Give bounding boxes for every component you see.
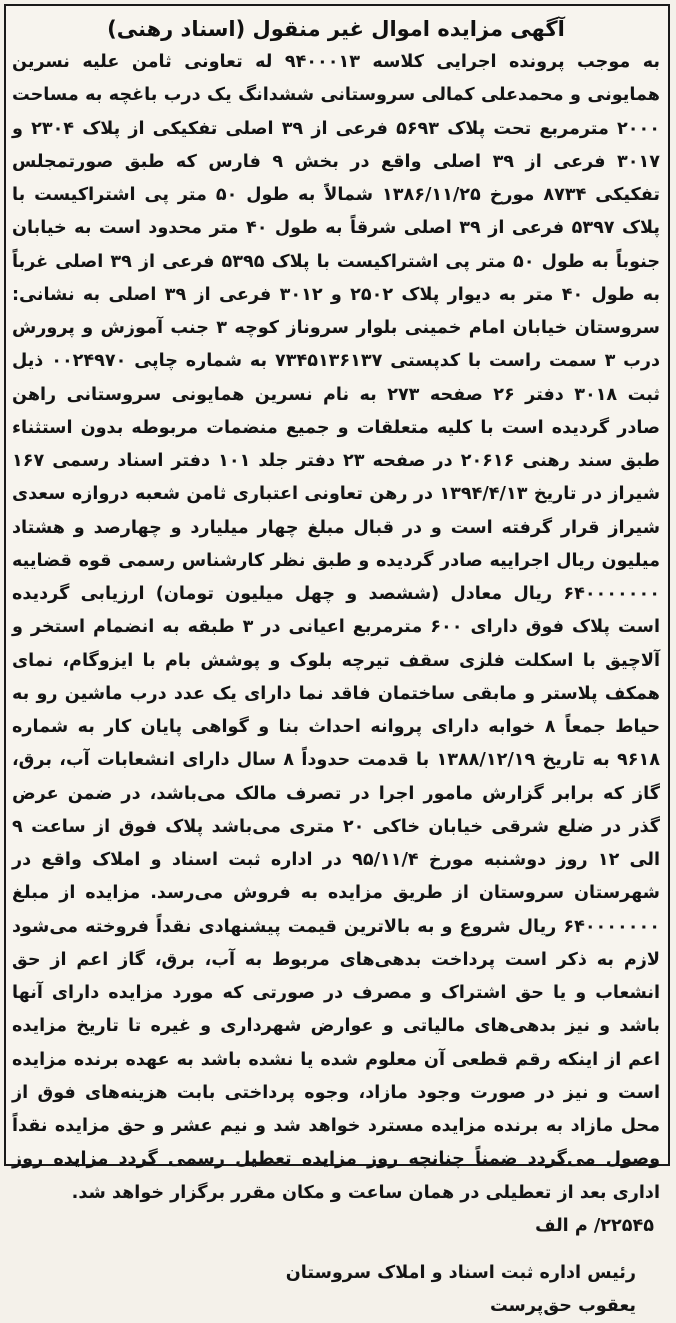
signature-name: یعقوب حق‌پرست [489,1295,636,1316]
signature-title: رئیس اداره ثبت اسناد و املاک سروستان [285,1262,636,1283]
notice-content [12,12,661,1316]
signature-block [12,1257,660,1323]
notice-body: به موجب پرونده اجرایی کلاسه ۹۴۰۰۰۱۳ له تعاونی ثامن علیه نسرین همایونی و محمدعلی کمالی سروستانی ششدانگ یک درب باغچه به مساحت ۲۰۰۰ مترمربع تحت پلاک ۵۶۹۳ فرعی از ۳۹ اصلی تفکیکی از پلاک ۲۳۰۴ و ۳۰۱۷ فرعی از ۳۹ اصلی واقع در بخش ۹ فارس که طبق صورتمجلس تفکیکی ۸۷۳۴ مورخ ۱۳۸۶/۱۱/۲۵ شمالاً به طول ۵۰ متر پی اشتراکیست با پلاک ۵۳۹۷ فرعی از ۳۹ اصلی شرقاً به طول ۴۰ متر محدود است به خیابان جنوباً به طول ۵۰ متر پی اشتراکیست با پلاک ۵۳۹۵ فرعی از ۳۹ اصلی غرباً به طول ۴۰ متر به دیوار پلاک ۲۵۰۲ و ۳۰۱۲ فرعی از ۳۹ اصلی به نشانی: سروستان خیابان امام خمینی بلوار سروناز کوچه ۳ جنب آموزش و پرورش درب ۳ سمت راست با کدپستی ۷۳۴۵۱۳۶۱۳۷ به شماره چاپی ۰۰۲۴۹۷۰ ذیل ثبت ۳۰۱۸ دفتر ۲۶ صفحه ۲۷۳ به نام نسرین همایونی سروستانی راهن صادر گردیده است با کلیه متعلقات و جمیع منضمات مربوطه بدون استثناء طبق سند رهنی ۲۰۶۱۶ در صفحه ۲۳ دفتر جلد ۱۰۱ دفتر اسناد رسمی ۱۶۷ شیراز در تاریخ ۱۳۹۴/۴/۱۳ در رهن تعاونی اعتباری ثامن شعبه دروازه سعدی شیراز قرار گرفته است و در قبال مبلغ چهار میلیارد و چهارصد و هشتاد میلیون ریال اجراییه صادر گردیده و طبق نظر کارشناس رسمی قوه قضاییه ۶۴۰۰۰۰۰۰۰ ریال معادل (ششصد و چهل میلیون تومان) ارزیابی گردیده است پلاک فوق دارای ۶۰۰ مترمربع اعیانی در ۳ طبقه به انضمام استخر و آلاچیق با اسکلت فلزی سقف تیرچه بلوک و پوشش بام با ایزوگام، نمای همکف پلاستر و مابقی ساختمان فاقد نما دارای یک عدد درب ماشین رو به حیاط جمعاً ۸ خوابه دارای پروانه احداث بنا و گواهی پایان کار به شماره ۹۶۱۸ به تاریخ ۱۳۸۸/۱۲/۱۹ با قدمت حدوداً ۸ سال دارای انشعابات آب، برق، گاز که برابر گزارش مامور اجرا در تصرف مالک می‌باشد، در ضمن عرض گذر در ضلع شرقی خیابان خاکی ۲۰ متری می‌باشد پلاک فوق از ساعت ۹ الی ۱۲ روز دوشنبه مورخ ۹۵/۱۱/۴ در اداره ثبت اسناد و املاک واقع در شهرستان سروستان از طریق مزایده به فروش می‌رسد. مزایده از مبلغ ۶۴۰۰۰۰۰۰۰ ریال شروع و به بالاترین قیمت پیشنهادی نقداً فروخته می‌شود لازم به ذکر است پرداخت بدهی‌های مربوط به آب، برق، گاز اعم از حق انشعاب و یا حق اشتراک و مصرف در صورتی که مورد مزایده دارای آنها باشد و نیز بدهی‌های مالیاتی و عوارض شهرداری و غیره تا تاریخ مزایده اعم از اینکه رقم قطعی آن معلوم شده یا نشده باشد به عهده برنده مزایده است و نیز در صورت وجود مازاد، وجوه پرداختی بابت هزینه‌های فوق از محل مازاد به برنده مزایده مسترد خواهد شد و نیم عشر و حق مزایده نقداً وصول می‌گردد ضمناً چنانچه روز مزایده تعطیل رسمی گردد مزایده روز اداری بعد از تعطیلی در همان ساعت و مکان مقرر برگزار خواهد شد. [12,52,661,1203]
notice-frame [4,4,670,1316]
reference-number: ۲۲۵۴۵/ م الف [535,1215,654,1236]
notice-title: آگهی مزایده اموال غیر منقول (اسناد رهنی) [107,17,565,41]
